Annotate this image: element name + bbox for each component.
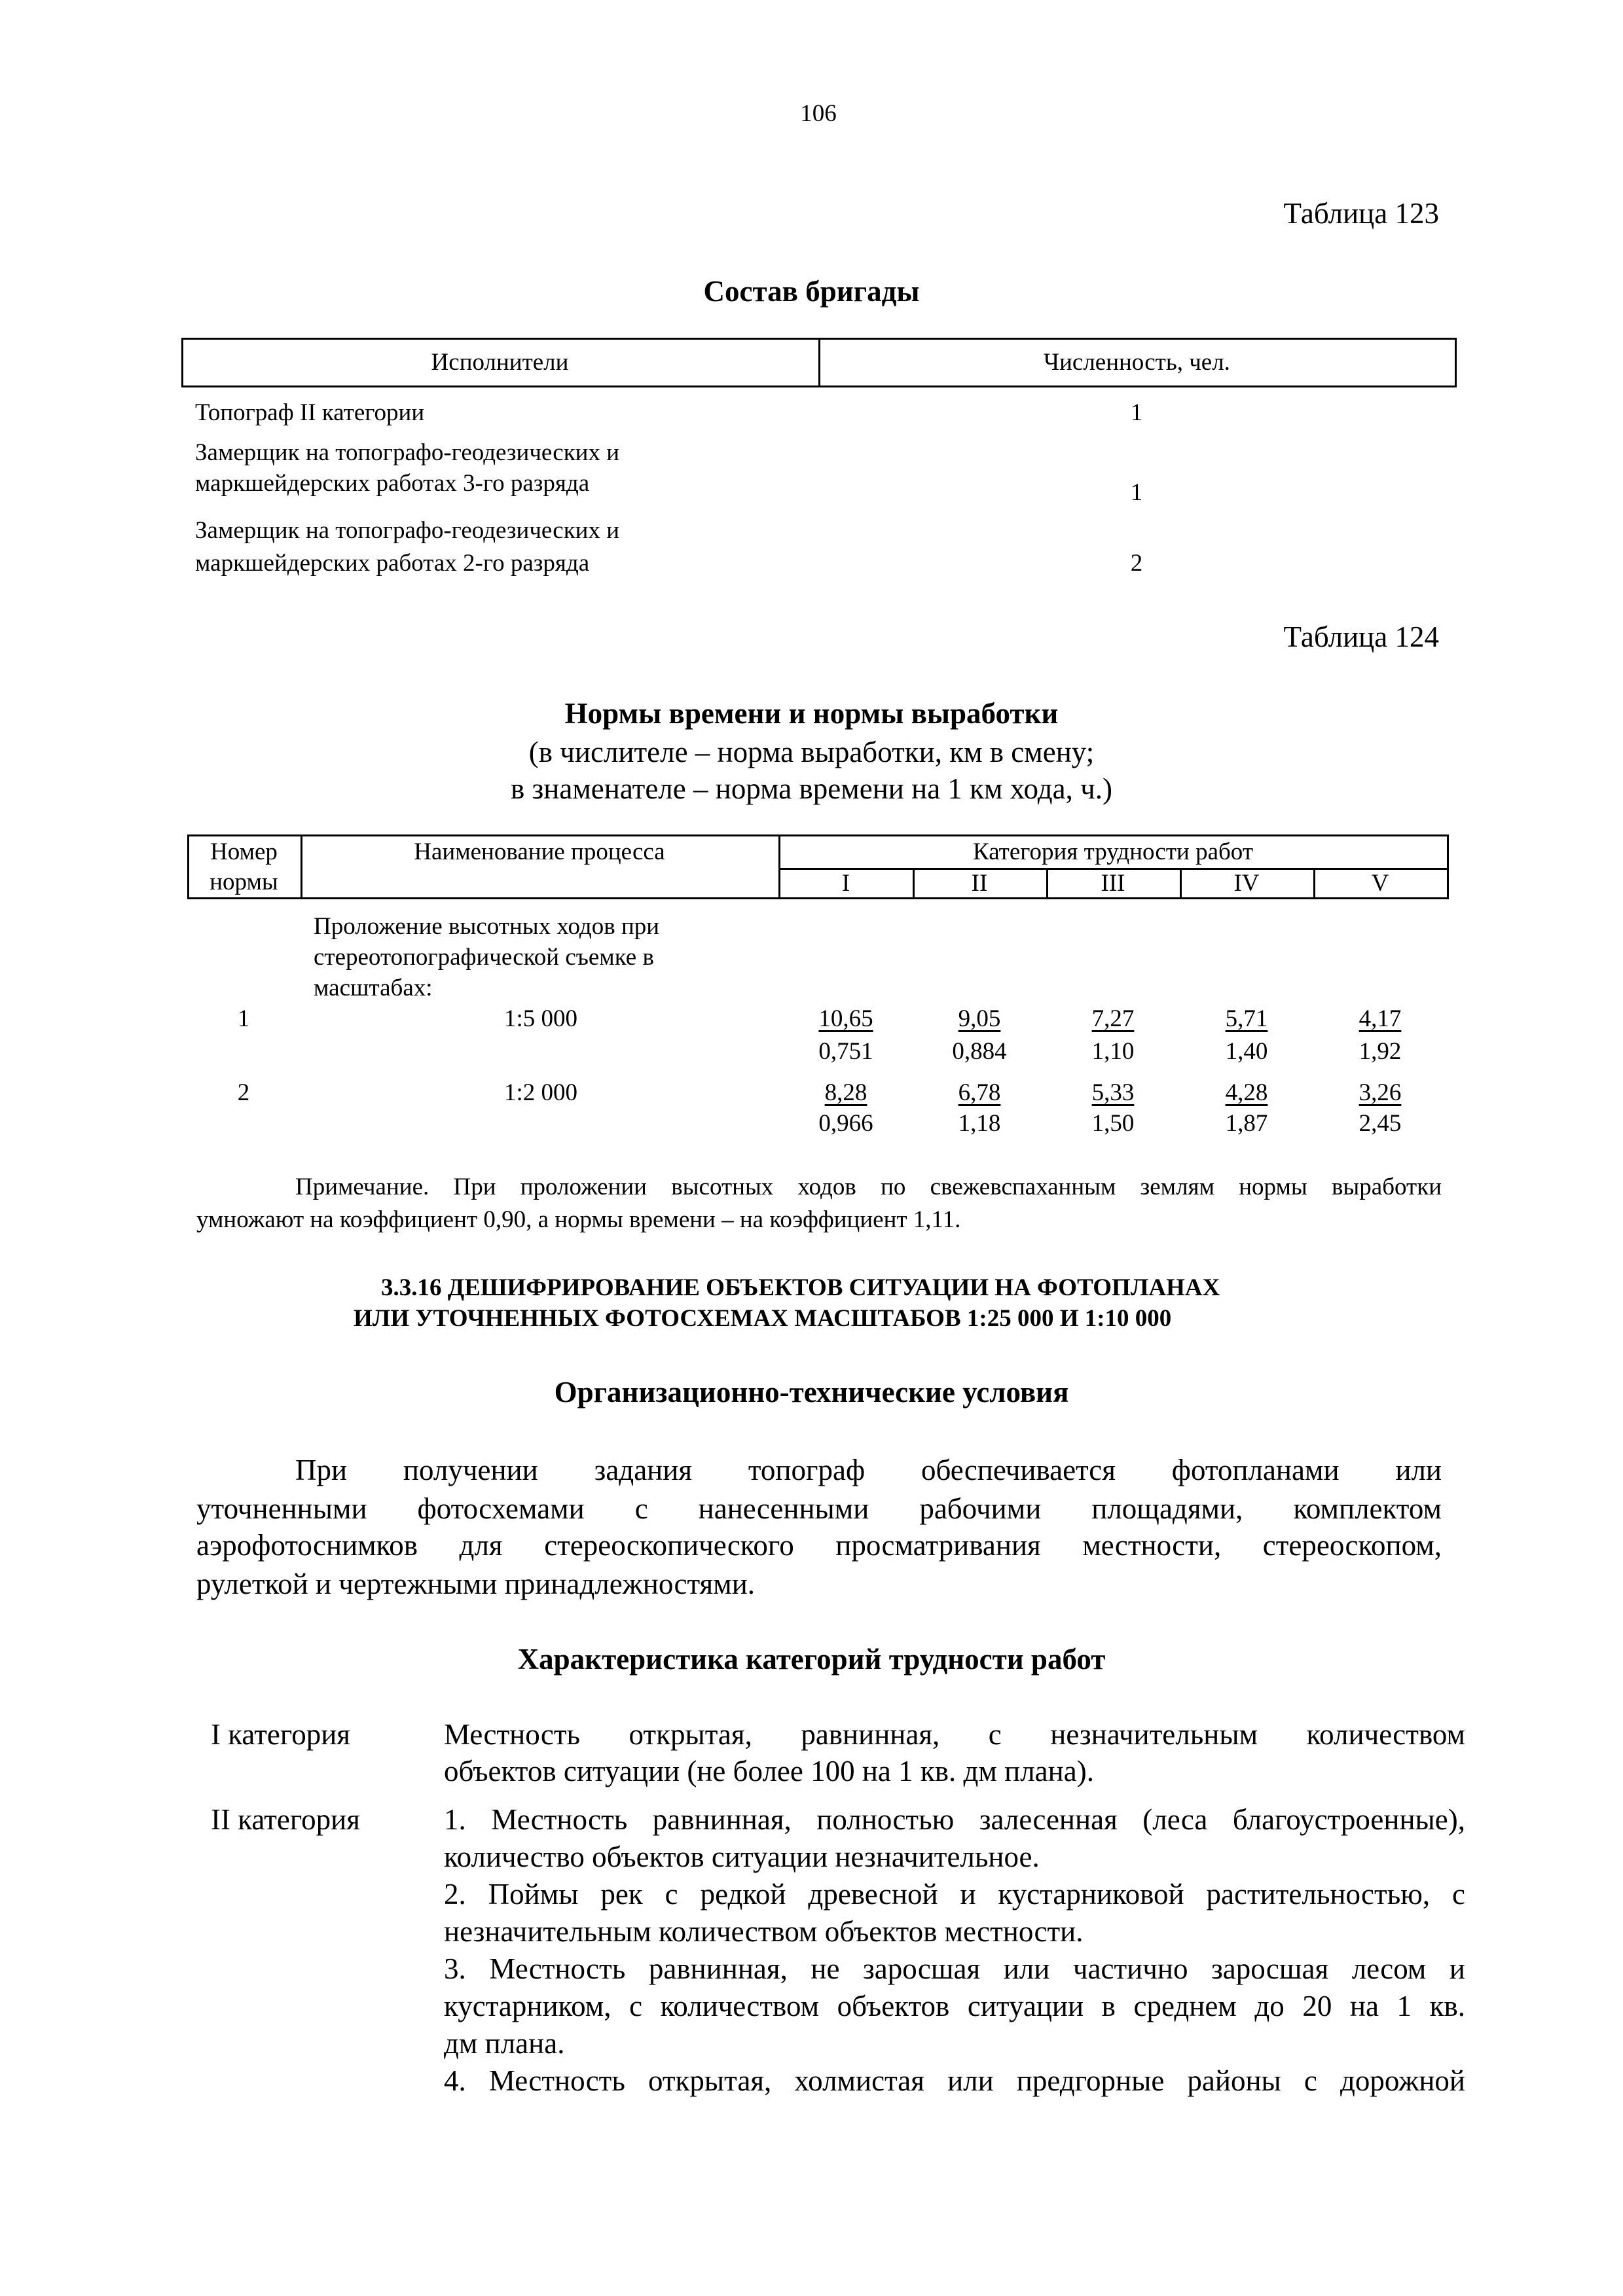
category-line: количество объектов ситуации незначительное.: [444, 1840, 1040, 1873]
section-heading: ИЛИ УТОЧНЕННЫХ ФОТОСХЕМАХ МАСШТАБОВ 1:25 000 И 1:10 000: [354, 1305, 1172, 1332]
table-title: Состав бригады: [703, 275, 920, 308]
header-cat-ii: II: [971, 870, 988, 897]
numerator: 7,27: [1091, 1005, 1135, 1032]
norm-number: 1: [237, 1005, 250, 1032]
denominator: 1,10: [1091, 1038, 1135, 1065]
category-line: 1. Местность равнинная, полностью залесенная (леса благоустроенные),: [444, 1803, 1465, 1836]
note-line: Примечание. При проложении высотных ходов по свежевспаханным землям нормы выработки: [295, 1174, 1442, 1200]
category-line: кустарником, с количеством объектов ситуации в среднем до 20 на 1 кв.: [444, 1990, 1465, 2022]
paragraph-line: рулеткой и чертежными принадлежностями.: [196, 1568, 756, 1600]
group-label: масштабах:: [314, 975, 433, 1001]
denominator: 1,40: [1225, 1038, 1268, 1065]
category-line: объектов ситуации (не более 100 на 1 кв. дм плана).: [444, 1755, 1094, 1787]
page-number: 106: [800, 100, 837, 127]
row-performer: Топограф II категории: [195, 399, 425, 426]
section-subheading: Организационно-технические условия: [554, 1376, 1069, 1408]
category-line: незначительным количеством объектов местности.: [444, 1915, 1084, 1948]
table-label: Таблица 124: [1283, 620, 1439, 653]
paragraph-line: При получении задания топограф обеспечивается фотопланами или: [295, 1454, 1442, 1486]
category-label: II категория: [211, 1803, 360, 1836]
category-line: 4. Местность открытая, холмистая или предгорные районы с дорожной: [444, 2064, 1465, 2097]
row-performer: маркшейдерских работах 3-го разряда: [195, 470, 590, 497]
header-count: Численность, чел.: [1044, 349, 1230, 376]
scale: 1:5 000: [503, 1005, 578, 1032]
header-norm-no: нормы: [210, 869, 278, 895]
categories-heading: Характеристика категорий трудности работ: [517, 1643, 1106, 1676]
denominator: 2,45: [1359, 1110, 1402, 1137]
header-process: Наименование процесса: [414, 838, 665, 865]
category-line: 2. Поймы рек с редкой древесной и кустарниковой растительностью, с: [444, 1878, 1465, 1910]
header-performers: Исполнители: [431, 349, 569, 376]
paragraph-line: уточненными фотосхемами с нанесенными рабочими площадями, комплектом: [196, 1492, 1442, 1525]
denominator: 0,751: [818, 1038, 873, 1065]
row-performer: Замерщик на топографо-геодезических и: [195, 517, 620, 544]
denominator: 1,50: [1091, 1110, 1135, 1137]
denominator: 1,87: [1225, 1110, 1268, 1137]
numerator: 5,71: [1225, 1005, 1268, 1032]
numerator: 10,65: [818, 1005, 873, 1032]
paragraph-line: аэрофотоснимков для стереоскопического просматривания местности, стереоскопом,: [196, 1529, 1442, 1562]
row-count: 2: [1130, 550, 1143, 577]
numerator: 8,28: [824, 1079, 867, 1106]
row-count: 1: [1130, 399, 1143, 426]
numerator: 3,26: [1359, 1079, 1402, 1106]
group-label: Проложение высотных ходов при: [314, 913, 660, 940]
header-cat-i: I: [841, 870, 850, 897]
category-line: Местность открытая, равнинная, с незначительным количеством: [444, 1718, 1465, 1751]
row-count: 1: [1130, 479, 1143, 506]
header-norm-no: Номер: [210, 838, 278, 865]
numerator: 5,33: [1091, 1079, 1135, 1106]
header-cat-iii: III: [1101, 870, 1125, 897]
table-subtitle: (в числителе – норма выработки, км в смену;: [528, 736, 1095, 768]
group-label: стереотопографической съемке в: [314, 944, 654, 971]
table-label: Таблица 123: [1283, 197, 1439, 230]
header-cat-iv: IV: [1233, 870, 1260, 897]
category-line: 3. Местность равнинная, не заросшая или частично заросшая лесом и: [444, 1952, 1465, 1985]
note-line: умножают на коэффициент 0,90, а нормы времени – на коэффициент 1,11.: [196, 1206, 961, 1233]
numerator: 6,78: [958, 1079, 1001, 1106]
row-performer: Замерщик на топографо-геодезических и: [195, 439, 620, 466]
numerator: 4,28: [1225, 1079, 1268, 1106]
table-title: Нормы времени и нормы выработки: [564, 697, 1059, 730]
denominator: 1,18: [958, 1110, 1001, 1137]
category-label: I категория: [211, 1718, 350, 1751]
denominator: 0,966: [818, 1110, 873, 1137]
header-category: Категория трудности работ: [973, 838, 1253, 865]
scale: 1:2 000: [503, 1079, 578, 1106]
numerator: 9,05: [958, 1005, 1001, 1032]
category-line: дм плана.: [444, 2027, 565, 2060]
section-heading: 3.3.16 ДЕШИФРИРОВАНИЕ ОБЪЕКТОВ СИТУАЦИИ НА ФОТОПЛАНАХ: [381, 1274, 1220, 1301]
row-performer: маркшейдерских работах 2-го разряда: [195, 550, 590, 577]
denominator: 1,92: [1359, 1038, 1402, 1065]
norm-number: 2: [237, 1079, 250, 1106]
denominator: 0,884: [952, 1038, 1007, 1065]
table-subtitle: в знаменателе – норма времени на 1 км хода, ч.): [511, 772, 1112, 805]
numerator: 4,17: [1359, 1005, 1402, 1032]
header-cat-v: V: [1371, 870, 1389, 897]
